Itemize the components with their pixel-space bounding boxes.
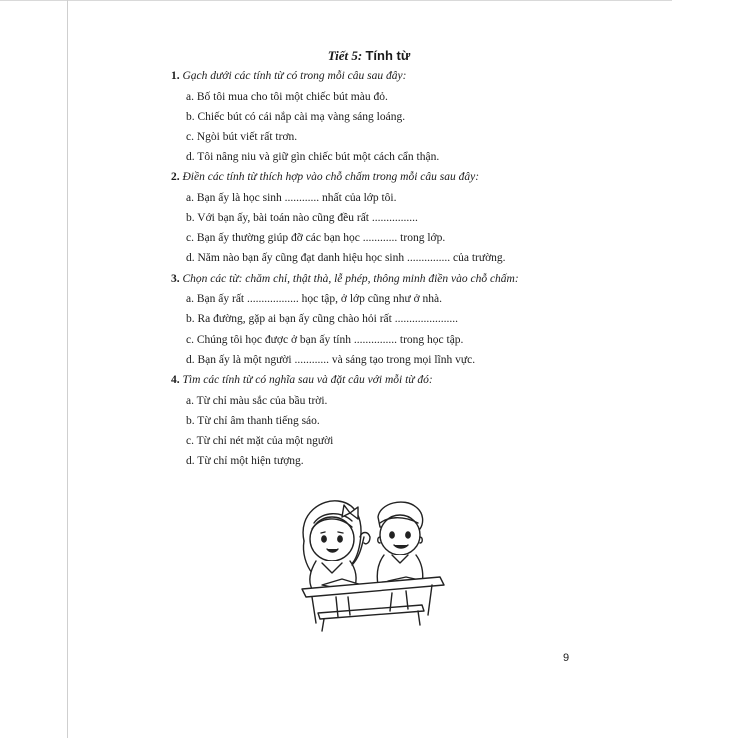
list-item: c. Chúng tôi học được ở bạn ấy tính ............... trong học tập. [186,334,464,346]
question-number: 2. [171,171,180,183]
list-item: d. Tôi nâng niu và giữ gìn chiếc bút một cách cẩn thận. [186,151,440,163]
lesson-title-main: Tính từ [365,48,411,63]
list-item: d. Từ chỉ một hiện tượng. [186,455,304,467]
list-item: a. Bố tôi mua cho tôi một chiếc bút màu đỏ. [186,91,388,103]
question-text: Gạch dưới các tính từ có trong mỗi câu sau đây: [182,70,407,82]
list-item: a. Bạn ấy rất .................. học tập, ở lớp cũng như ở nhà. [186,293,443,305]
list-item: b. Từ chỉ âm thanh tiếng sáo. [186,415,320,427]
list-item: d. Năm nào bạn ấy cũng đạt danh hiệu học sinh ............... của trường. [186,252,506,264]
question-text: Chọn các từ: chăm chỉ, thật thà, lễ phép, thông minh điền vào chỗ chấm: [182,273,519,285]
question-number: 4. [171,374,180,386]
question-4 [171,372,433,388]
list-item: d. Bạn ấy là một người ............ và sáng tạo trong mọi lĩnh vực. [186,354,476,366]
list-item: a. Từ chỉ màu sắc của bầu trời. [186,395,328,407]
list-item: c. Từ chỉ nét mặt của một người [186,435,334,447]
list-item: a. Bạn ấy là học sinh ............ nhất của lớp tôi. [186,192,397,204]
question-2 [171,169,479,185]
question-1 [171,68,406,84]
list-item: b. Ra đường, gặp ai bạn ấy cũng chào hỏi rất ...................... [186,313,458,325]
question-number: 3. [171,273,180,285]
question-number: 1. [171,70,180,82]
lesson-title [0,47,738,65]
list-item: b. Chiếc bút có cái nắp cài mạ vàng sáng loáng. [186,111,406,123]
children-studying-illustration [292,493,450,633]
question-3 [171,271,519,287]
question-text: Điền các tính từ thích hợp vào chỗ chấm trong mỗi câu sau đây: [182,171,480,183]
lesson-title-prefix: Tiết 5: [327,48,363,63]
question-text: Tìm các tính từ có nghĩa sau và đặt câu với mỗi từ đó: [182,374,433,386]
list-item: c. Bạn ấy thường giúp đỡ các bạn học ............ trong lớp. [186,232,446,244]
list-item: b. Với bạn ấy, bài toán nào cũng đều rất ................ [186,212,418,224]
page-number: 9 [563,652,570,664]
list-item: c. Ngòi bút viết rất trơn. [186,131,298,143]
